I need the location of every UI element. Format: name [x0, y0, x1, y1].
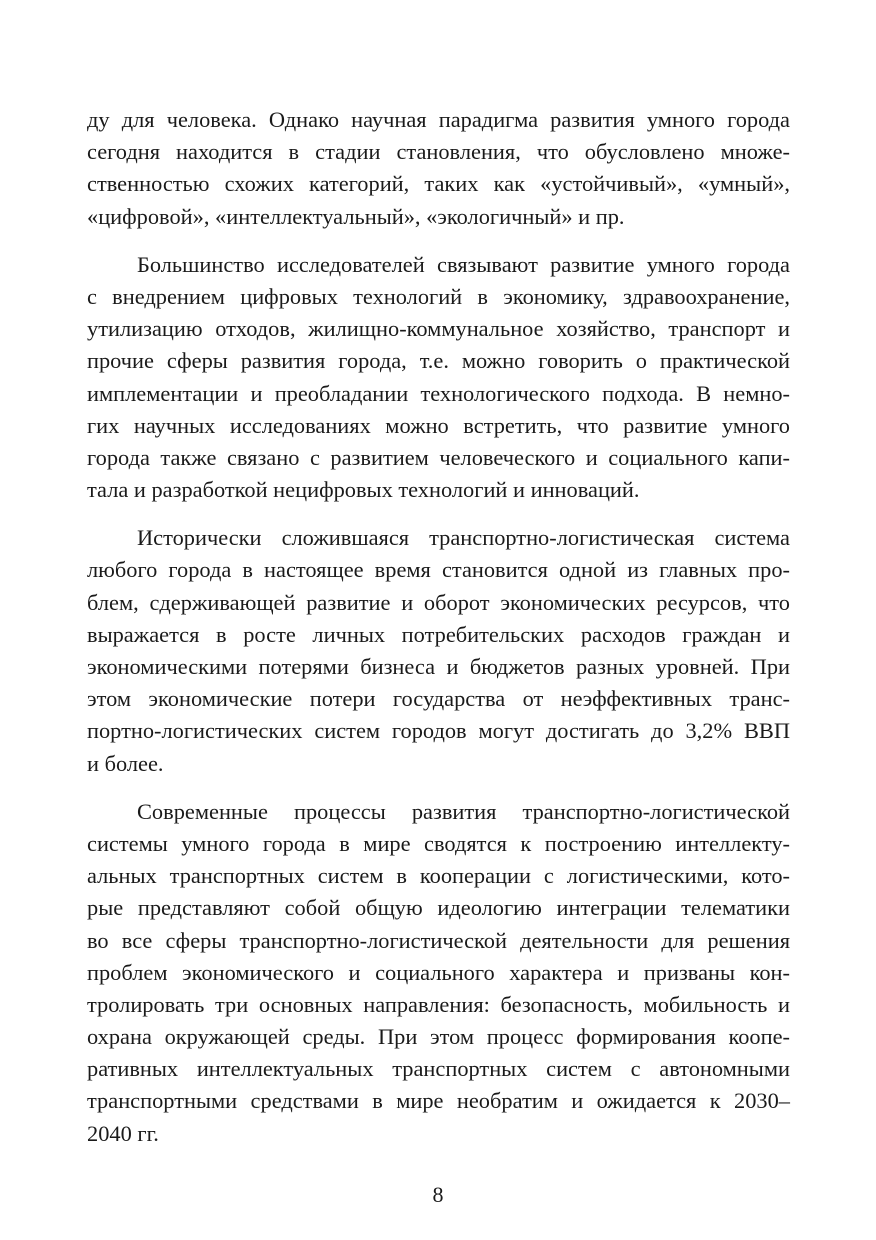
text-line: и более. — [87, 750, 164, 776]
text-line: Большинство исследователей связывают развитие умного города — [137, 251, 790, 277]
text-line: гих научных исследованиях можно встретить, что развитие умного — [87, 412, 790, 438]
text-line: ративных интеллектуальных транспортных систем с автономными — [87, 1056, 790, 1082]
text-line: 2040 гг. — [87, 1120, 159, 1146]
text-line: утилизацию отходов, жилищно-коммунальное хозяйство, транспорт и — [87, 316, 790, 342]
page-body — [87, 104, 790, 1166]
text-line: прочие сферы развития города, т.е. можно говорить о практической — [87, 348, 790, 374]
page-number: 8 — [432, 1182, 444, 1207]
text-line: с внедрением цифровых технологий в экономику, здравоохранение, — [87, 283, 790, 309]
paragraph-2 — [87, 249, 790, 507]
text-line: имплементации и преобладании технологического подхода. В немно- — [87, 380, 790, 406]
text-line: ду для человека. Однако научная парадигма развития умного города — [87, 107, 790, 132]
text-line: рые представляют собой общую идеологию интеграции телематики — [87, 895, 790, 921]
text-line: ственностью схожих категорий, таких как «устойчивый», «умный», — [87, 171, 790, 197]
text-line: экономическими потерями бизнеса и бюджетов разных уровней. При — [87, 654, 790, 679]
text-line: тала и разработкой нецифровых технологий и инноваций. — [87, 477, 640, 503]
text-line: любого города в настоящее время становится одной из главных про- — [87, 557, 790, 583]
text-line: выражается в росте личных потребительских расходов граждан и — [87, 621, 790, 647]
paragraph-4 — [87, 796, 790, 1150]
text-line: этом экономические потери государства от неэффективных транс- — [87, 686, 790, 712]
paragraph-3 — [87, 522, 790, 780]
text-line: портно-логистических систем городов могут достигать до 3,2% ВВП — [87, 718, 790, 744]
text-line: Современные процессы развития транспортно-логистической — [137, 798, 790, 824]
text-line: альных транспортных систем в кооперации с логистическими, кото- — [87, 863, 790, 889]
text-line: «цифровой», «интеллектуальный», «экологичный» и пр. — [87, 203, 625, 229]
text-line: охрана окружающей среды. При этом процесс формирования коопе- — [87, 1024, 790, 1050]
text-line: системы умного города в мире сводятся к построению интеллекту- — [87, 830, 790, 856]
text-line: города также связано с развитием человеческого и социального капи- — [87, 444, 790, 470]
text-line: Исторически сложившаяся транспортно-логистическая система — [137, 525, 790, 551]
text-line: транспортными средствами в мире необратим и ожидается к 2030– — [87, 1088, 790, 1114]
paragraph-1 — [87, 104, 790, 233]
text-line: сегодня находится в стадии становления, что обусловлено множе- — [87, 139, 790, 165]
text-line: во все сферы транспортно-логистической деятельности для решения — [87, 927, 790, 953]
text-line: тролировать три основных направления: безопасность, мобильность и — [87, 991, 790, 1017]
text-line: блем, сдерживающей развитие и оборот экономических ресурсов, что — [87, 589, 790, 615]
text-line: проблем экономического и социального характера и призваны кон- — [87, 959, 790, 985]
